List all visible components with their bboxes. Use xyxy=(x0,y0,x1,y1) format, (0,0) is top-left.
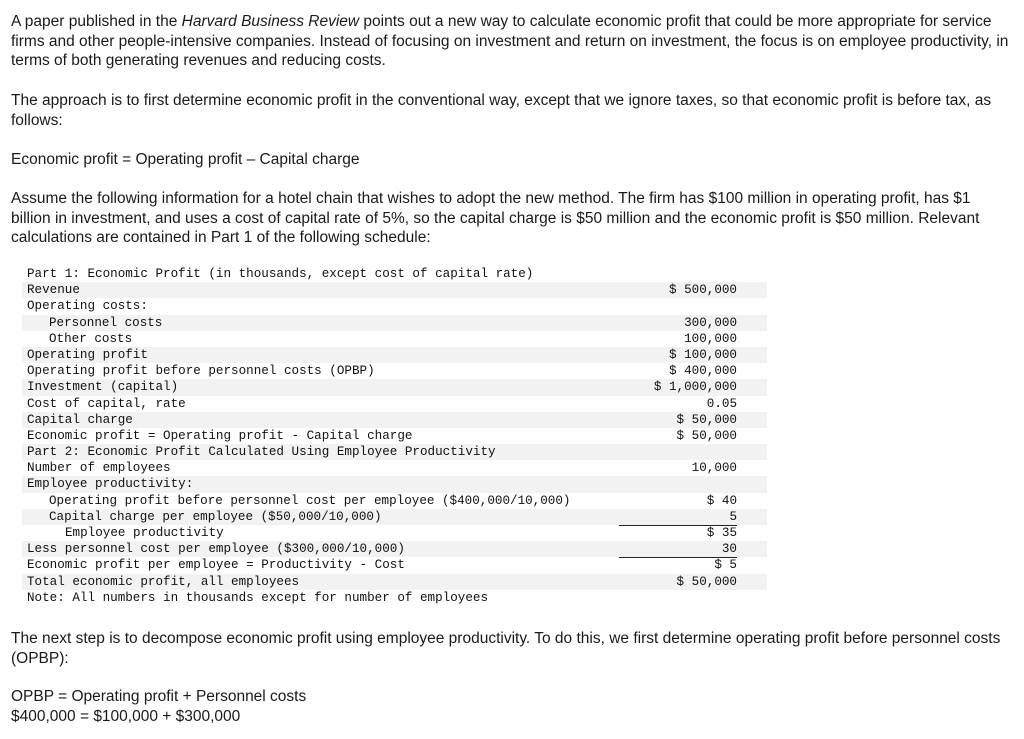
table-row xyxy=(22,590,767,606)
row-label: Operating profit before personnel costs (OPBP) xyxy=(27,364,375,379)
table-row xyxy=(22,509,767,525)
row-value: $ 400,000 xyxy=(668,364,737,379)
table-row xyxy=(22,282,767,298)
row-value: $ 5 xyxy=(619,557,737,574)
economic-profit-formula: Economic profit = Operating profit – Capital charge xyxy=(11,151,360,168)
journal-title: Harvard Business Review xyxy=(181,13,360,30)
row-value: $ 50,000 xyxy=(676,412,737,427)
row-value: $ 1,000,000 xyxy=(653,380,737,395)
table-row xyxy=(22,315,767,331)
row-value: 0.05 xyxy=(619,396,737,413)
row-label: Capital charge xyxy=(27,412,133,427)
row-value: 10,000 xyxy=(691,461,737,476)
opbp-formula: OPBP = Operating profit + Personnel costs xyxy=(11,688,307,705)
row-label: Employee productivity: xyxy=(27,477,194,492)
table-row xyxy=(22,525,767,541)
table-row xyxy=(22,363,767,379)
table-note: Note: All numbers in thousands except for number of employees xyxy=(27,590,489,605)
table-row xyxy=(22,428,767,444)
opbp-calculation: $400,000 = $100,000 + $300,000 xyxy=(11,708,241,725)
row-value: $ 50,000 xyxy=(676,574,737,589)
table-row xyxy=(22,444,767,460)
row-value: $ 100,000 xyxy=(668,347,737,362)
row-value: $ 40 xyxy=(706,493,737,508)
intro-paragraph: A paper published in the Harvard Business Review points out a new way to calculate economic profit that could be more appropriate for service firms and other people-intensive companies. Instead of focusing on investment and return on investment, the focus is on employee productivity, in terms of both generating revenues and reducing costs. xyxy=(11,13,1009,69)
row-label: Other costs xyxy=(49,331,133,346)
table-row xyxy=(22,493,767,509)
row-value: $ 500,000 xyxy=(668,283,737,298)
table-row xyxy=(22,574,767,590)
row-label: Operating profit before personnel cost per employee ($400,000/10,000) xyxy=(49,493,571,508)
row-value: $ 50,000 xyxy=(676,428,737,443)
row-label: Investment (capital) xyxy=(27,380,179,395)
table-row xyxy=(22,379,767,395)
table-row xyxy=(22,476,767,492)
row-label: Cost of capital, rate xyxy=(27,396,186,411)
part1-heading: Part 1: Economic Profit (in thousands, except cost of capital rate) xyxy=(27,267,534,281)
part2-heading: Part 2: Economic Profit Calculated Using Employee Productivity xyxy=(27,445,496,460)
row-value: 30 xyxy=(619,541,737,558)
row-label: Total economic profit, all employees xyxy=(27,574,300,589)
row-value: 5 xyxy=(619,509,737,526)
row-label: Operating costs: xyxy=(27,299,148,314)
table-row xyxy=(22,331,767,347)
row-label: Number of employees xyxy=(27,461,171,476)
schedule-table xyxy=(22,266,767,606)
row-label: Economic profit = Operating profit - Capital charge xyxy=(27,428,413,443)
table-row xyxy=(22,541,767,557)
row-label: Economic profit per employee = Productivity - Cost xyxy=(27,558,405,573)
table-row xyxy=(22,298,767,314)
row-label: Capital charge per employee ($50,000/10,000) xyxy=(49,509,382,524)
row-value: $ 35 xyxy=(706,526,737,540)
row-value: 300,000 xyxy=(684,315,737,330)
table-row xyxy=(22,266,767,282)
next-step-paragraph: The next step is to decompose economic profit using employee productivity. To do this, we first determine operating profit before personnel costs (OPBP): xyxy=(11,630,1001,667)
row-label: Employee productivity xyxy=(65,526,224,540)
table-row xyxy=(22,347,767,363)
assumption-paragraph: Assume the following information for a hotel chain that wishes to adopt the new method. The firm has $100 million in operating profit, has $1 billion in investment, and uses a cost of capital rate of 5%, so the capital charge is $50 million and the economic profit is $50 million. Relevant calculations are contained in Part 1 of the following schedule: xyxy=(11,190,980,246)
row-label: Revenue xyxy=(27,283,80,298)
row-label: Operating profit xyxy=(27,347,148,362)
table-row xyxy=(22,396,767,412)
table-row xyxy=(22,557,767,573)
table-row xyxy=(22,460,767,476)
table-row xyxy=(22,412,767,428)
row-value: 100,000 xyxy=(619,331,737,348)
row-label: Less personnel cost per employee ($300,000/10,000) xyxy=(27,542,405,557)
approach-paragraph: The approach is to first determine economic profit in the conventional way, except that we ignore taxes, so that economic profit is before tax, as follows: xyxy=(11,92,992,129)
row-label: Personnel costs xyxy=(49,315,163,330)
